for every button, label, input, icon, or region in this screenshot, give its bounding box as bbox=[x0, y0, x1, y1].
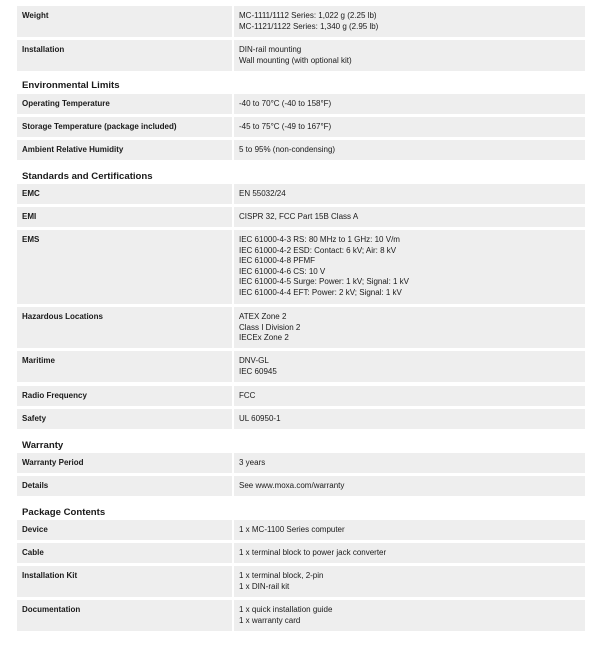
spec-value-line: IEC 60945 bbox=[239, 366, 277, 376]
spec-value-line: MC-1121/1122 Series: 1,340 g (2.95 lb) bbox=[239, 21, 379, 31]
spec-row bbox=[17, 117, 585, 137]
spec-value bbox=[234, 117, 585, 137]
spec-label: EMI bbox=[17, 207, 232, 227]
spec-value-line: IEC 61000-4-6 CS: 10 V bbox=[239, 266, 326, 276]
spec-label: Installation Kit bbox=[17, 566, 232, 597]
section-title-package: Package Contents bbox=[22, 507, 106, 518]
spec-row bbox=[17, 386, 585, 406]
spec-value bbox=[234, 307, 585, 348]
spec-value-line: IEC 61000-4-8 PFMF bbox=[239, 256, 316, 265]
spec-value bbox=[234, 94, 585, 114]
spec-value bbox=[234, 476, 585, 496]
spec-value-line: DIN-rail mounting bbox=[239, 45, 302, 54]
spec-label: Device bbox=[17, 520, 232, 540]
spec-value-line: 1 x MC-1100 Series computer bbox=[239, 525, 345, 534]
spec-row-hazardous bbox=[17, 307, 585, 348]
spec-value-line: FCC bbox=[239, 391, 256, 400]
spec-value bbox=[234, 40, 585, 71]
spec-value-line: EN 55032/24 bbox=[239, 189, 286, 198]
spec-value bbox=[234, 207, 585, 227]
spec-value-line: UL 60950-1 bbox=[239, 414, 281, 423]
spec-row bbox=[17, 409, 585, 429]
spec-label: Details bbox=[17, 476, 232, 496]
spec-value-line: CISPR 32, FCC Part 15B Class A bbox=[239, 212, 359, 221]
section-title-warranty: Warranty bbox=[22, 440, 64, 451]
spec-label: Hazardous Locations bbox=[17, 307, 232, 348]
spec-value-line: Class I Division 2 bbox=[239, 322, 301, 332]
spec-value-line: Wall mounting (with optional kit) bbox=[239, 55, 352, 65]
spec-row bbox=[17, 140, 585, 160]
spec-row bbox=[17, 520, 585, 540]
spec-row bbox=[17, 207, 585, 227]
spec-value bbox=[234, 184, 585, 204]
spec-value-line: IEC 61000-4-2 ESD: Contact: 6 kV; Air: 8 kV bbox=[239, 245, 397, 255]
spec-value-line: DNV-GL bbox=[239, 356, 269, 365]
spec-value bbox=[234, 600, 585, 631]
spec-value-line: 1 x terminal block, 2-pin bbox=[239, 571, 324, 580]
spec-row-ems bbox=[17, 230, 585, 304]
spec-label: Warranty Period bbox=[17, 453, 232, 473]
spec-value-line: -40 to 70°C (-40 to 158°F) bbox=[239, 99, 332, 108]
spec-row bbox=[17, 94, 585, 114]
spec-value-line: -45 to 75°C (-49 to 167°F) bbox=[239, 122, 332, 131]
spec-value bbox=[234, 453, 585, 473]
spec-label: EMC bbox=[17, 184, 232, 204]
spec-value bbox=[234, 566, 585, 597]
spec-value bbox=[234, 6, 585, 37]
spec-value bbox=[234, 140, 585, 160]
spec-row bbox=[17, 543, 585, 563]
spec-value-line: 3 years bbox=[239, 458, 266, 467]
spec-row-documentation bbox=[17, 600, 585, 631]
spec-label: EMS bbox=[17, 230, 232, 304]
spec-row bbox=[17, 476, 585, 496]
spec-label: Documentation bbox=[17, 600, 232, 631]
spec-label: Safety bbox=[17, 409, 232, 429]
spec-row bbox=[17, 453, 585, 473]
spec-value-line: 5 to 95% (non-condensing) bbox=[239, 145, 336, 154]
spec-value bbox=[234, 409, 585, 429]
spec-value-line: 1 x warranty card bbox=[239, 615, 301, 625]
spec-value-line: IEC 61000-4-3 RS: 80 MHz to 1 GHz: 10 V/m bbox=[239, 235, 400, 244]
spec-value-line: IECEx Zone 2 bbox=[239, 333, 289, 342]
spec-row-weight bbox=[17, 6, 585, 37]
spec-label: Maritime bbox=[17, 351, 232, 382]
spec-label: Ambient Relative Humidity bbox=[17, 140, 232, 160]
spec-value-line: See www.moxa.com/warranty bbox=[239, 481, 345, 490]
spec-value bbox=[234, 386, 585, 406]
spec-value-line: MC-1111/1112 Series: 1,022 g (2.25 lb) bbox=[239, 11, 377, 20]
spec-label: Storage Temperature (package included) bbox=[17, 117, 232, 137]
spec-value-line: IEC 61000-4-5 Surge: Power: 1 kV; Signal: 1 kV bbox=[239, 277, 410, 286]
spec-value-line: 1 x quick installation guide bbox=[239, 605, 333, 614]
spec-label: Operating Temperature bbox=[17, 94, 232, 114]
spec-value-line: 1 x DIN-rail kit bbox=[239, 581, 290, 591]
spec-row-installation bbox=[17, 40, 585, 71]
spec-row-maritime bbox=[17, 351, 585, 382]
spec-value bbox=[234, 351, 585, 382]
spec-value-line: IEC 61000-4-4 EFT: Power: 2 kV; Signal: 1 kV bbox=[239, 287, 402, 297]
spec-row-installation-kit bbox=[17, 566, 585, 597]
spec-label: Installation bbox=[17, 40, 232, 71]
spec-label: Radio Frequency bbox=[17, 386, 232, 406]
section-title-standards: Standards and Certifications bbox=[22, 171, 153, 182]
spec-row bbox=[17, 184, 585, 204]
section-title-environmental: Environmental Limits bbox=[22, 80, 120, 91]
spec-value-line: ATEX Zone 2 bbox=[239, 312, 287, 321]
spec-label: Cable bbox=[17, 543, 232, 563]
spec-value bbox=[234, 230, 585, 304]
spec-value-line: 1 x terminal block to power jack converter bbox=[239, 548, 387, 557]
spec-label: Weight bbox=[17, 6, 232, 37]
spec-value bbox=[234, 520, 585, 540]
spec-value bbox=[234, 543, 585, 563]
